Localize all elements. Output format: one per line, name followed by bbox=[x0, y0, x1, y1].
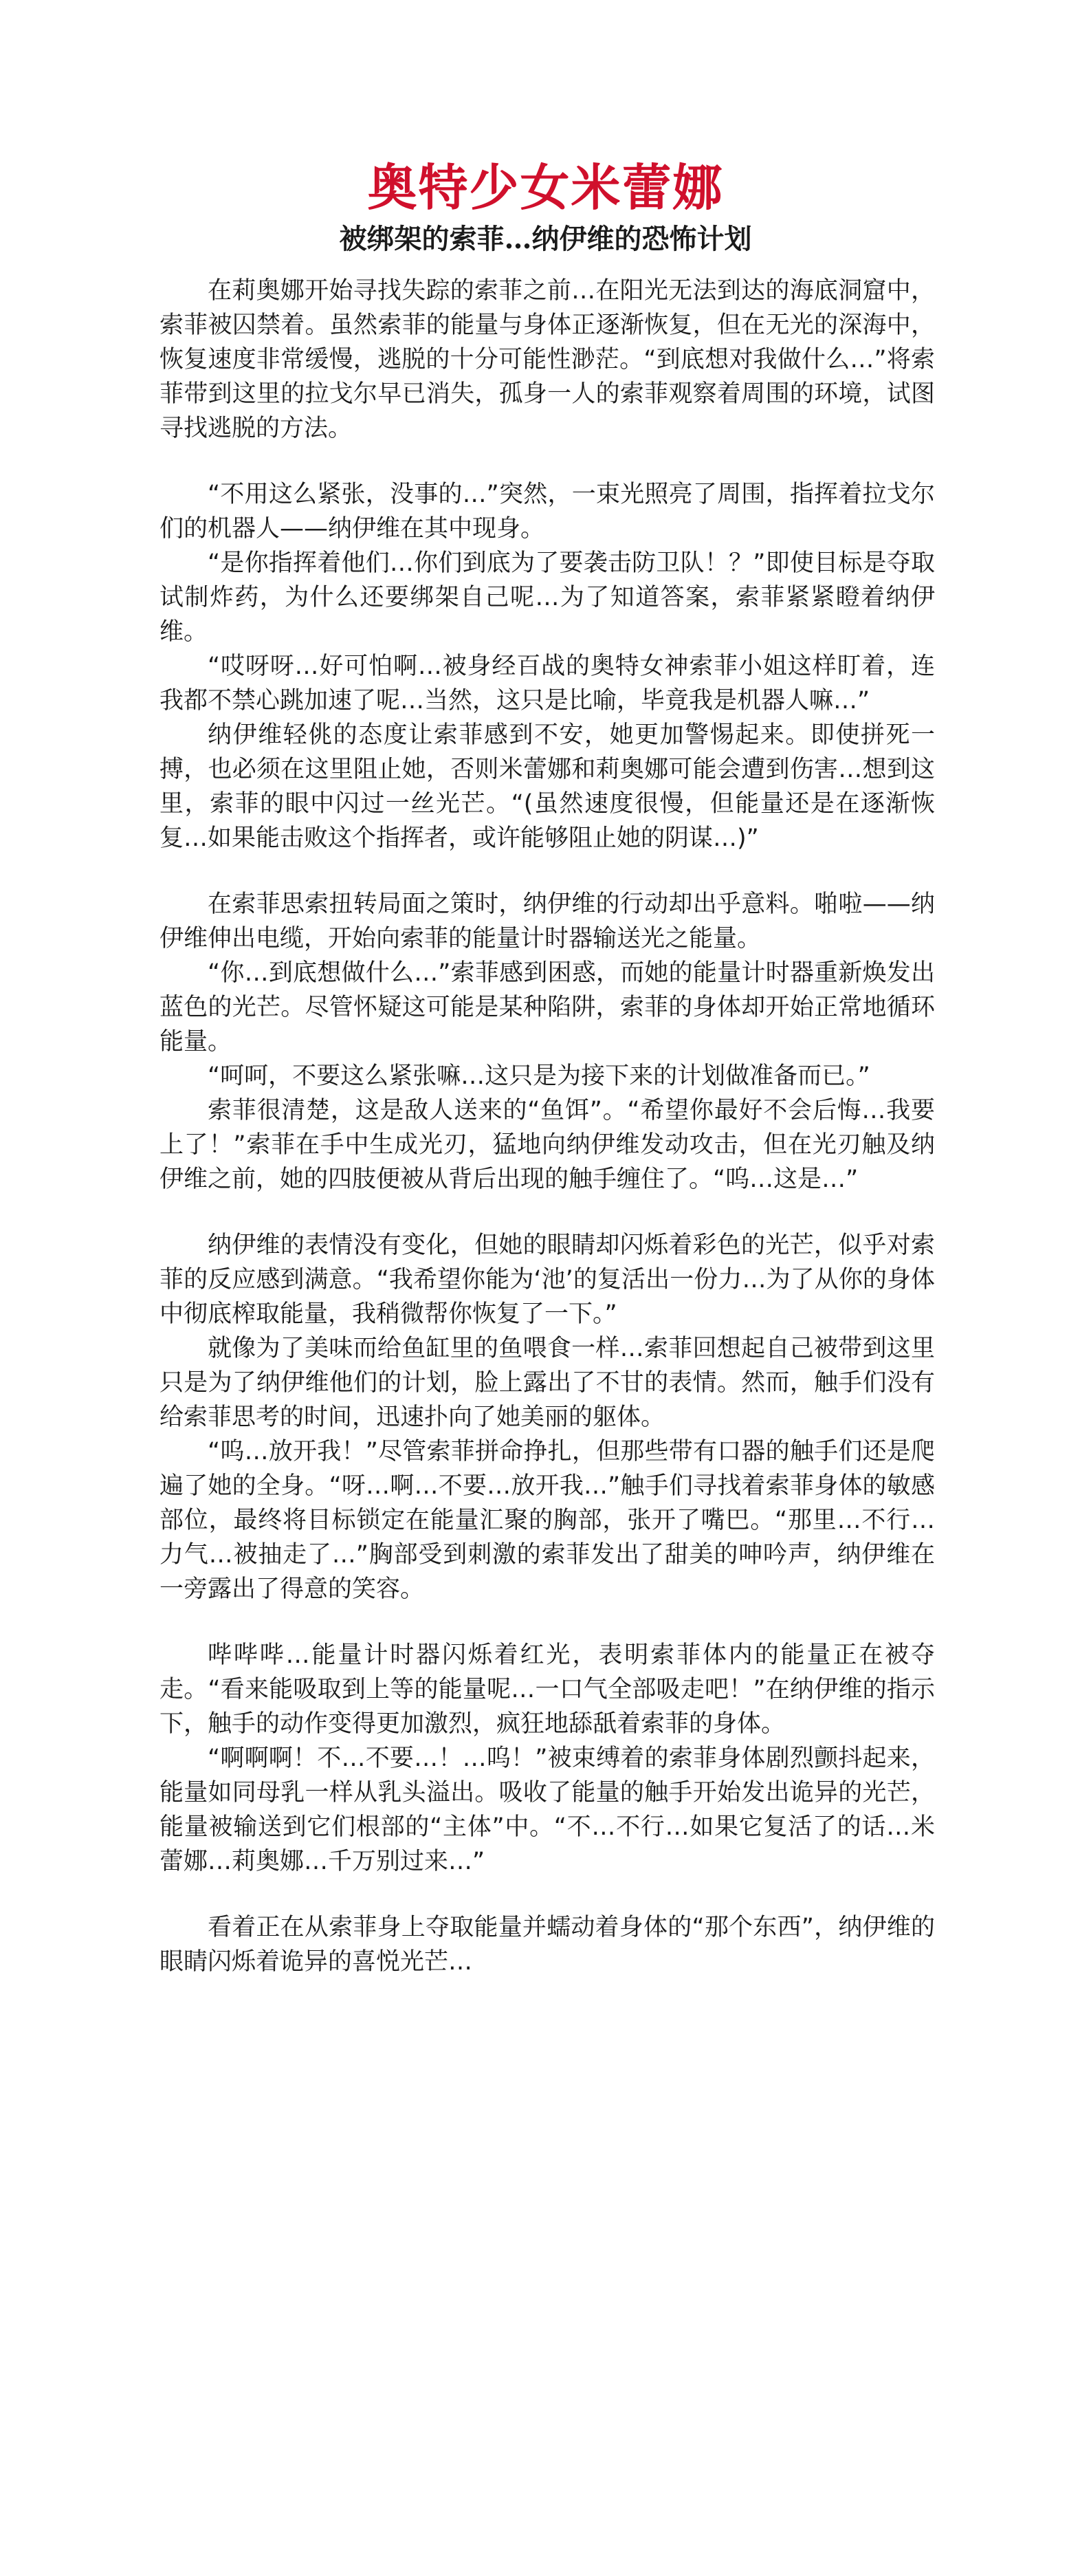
story-paragraph: 就像为了美味而给鱼缸里的鱼喂食一样…索菲回想起自己被带到这里只是为了纳伊维他们的计划，脸上露出了不甘的表情。然而，触手们没有给索菲思考的时间，迅速扑向了她美丽的躯体。 bbox=[159, 1335, 935, 1431]
story-paragraph: “啊啊啊！不…不要…！…呜！”被束缚着的索菲身体剧烈颤抖起来，能量如同母乳一样从乳头溢出。吸收了能量的触手开始发出诡异的光芒，能量被输送到它们根部的“主体”中。“不…不行…如果它复活了的话…米蕾娜…莉奥娜…千万别过来…” bbox=[159, 1745, 935, 1875]
story-paragraph: “是你指挥着他们…你们到底为了要袭击防卫队！？”即使目标是夺取试制炸药，为什么还要绑架自己呢…为了知道答案，索菲紧紧瞪着纳伊维。 bbox=[159, 549, 935, 646]
story-paragraph: “呵呵，不要这么紧张嘛…这只是为接下来的计划做准备而已。” bbox=[208, 1062, 870, 1090]
story-paragraph: “你…到底想做什么…”索菲感到困惑，而她的能量计时器重新焕发出蓝色的光芒。尽管怀疑这可能是某种陷阱，索菲的身体却开始正常地循环能量。 bbox=[159, 959, 935, 1056]
story-paragraph: “呜…放开我！”尽管索菲拼命挣扎，但那些带有口器的触手们还是爬遍了她的全身。“呀…啊…不要…放开我…”触手们寻找着索菲身体的敏感部位，最终将目标锁定在能量汇聚的胸部，张开了嘴巴。“那里…不行…力气…被抽走了…”胸部受到刺激的索菲发出了甜美的呻吟声，纳伊维在一旁露出了得意的笑容。 bbox=[159, 1438, 935, 1603]
story-paragraph: 索菲很清楚，这是敌人送来的“鱼饵”。“希望你最好不会后悔…我要上了！”索菲在手中生成光刃，猛地向纳伊维发动攻击，但在光刃触及纳伊维之前，她的四肢便被从背后出现的触手缠住了。“呜…这是…” bbox=[159, 1097, 935, 1193]
story-subtitle: 被绑架的索菲…纳伊维的恐怖计划 bbox=[339, 223, 752, 256]
story-paragraph: “哎呀呀…好可怕啊…被身经百战的奥特女神索菲小姐这样盯着，连我都不禁心跳加速了呢…当然，这只是比喻，毕竟我是机器人嘛…” bbox=[159, 653, 935, 714]
story-paragraph: “不用这么紧张，没事的…”突然，一束光照亮了周围，指挥着拉戈尔们的机器人——纳伊维在其中现身。 bbox=[159, 481, 935, 543]
story-title: 奥特少女米蕾娜 bbox=[367, 158, 724, 217]
story-paragraph: 在索菲思索扭转局面之策时，纳伊维的行动却出乎意料。啪啦——纳伊维伸出电缆，开始向索菲的能量计时器输送光之能量。 bbox=[159, 891, 935, 952]
story-paragraph: 在莉奥娜开始寻找失踪的索菲之前…在阳光无法到达的海底洞窟中，索菲被囚禁着。虽然索菲的能量与身体正逐渐恢复，但在无光的深海中，恢复速度非常缓慢，逃脱的十分可能性渺茫。“到底想对我做什么…”将索菲带到这里的拉戈尔早已消失，孤身一人的索菲观察着周围的环境，试图寻找逃脱的方法。 bbox=[159, 277, 935, 442]
story-paragraph: 看着正在从索菲身上夺取能量并蠕动着身体的“那个东西”，纳伊维的眼睛闪烁着诡异的喜悦光芒… bbox=[159, 1914, 935, 1976]
story-paragraph: 纳伊维的表情没有变化，但她的眼睛却闪烁着彩色的光芒，似乎对索菲的反应感到满意。“我希望你能为‘池’的复活出一份力…为了从你的身体中彻底榨取能量，我稍微帮你恢复了一下。” bbox=[159, 1232, 935, 1328]
story-paragraph: 哔哔哔…能量计时器闪烁着红光，表明索菲体内的能量正在被夺走。“看来能吸取到上等的能量呢…一口气全部吸走吧！”在纳伊维的指示下，触手的动作变得更加激烈，疯狂地舔舐着索菲的身体。 bbox=[159, 1641, 935, 1738]
story-paragraph: 纳伊维轻佻的态度让索菲感到不安，她更加警惕起来。即使拼死一搏，也必须在这里阻止她，否则米蕾娜和莉奥娜可能会遭到伤害…想到这里，索菲的眼中闪过一丝光芒。“(虽然速度很慢，但能量还是在逐渐恢复…如果能击败这个指挥者，或许能够阻止她的阴谋…)” bbox=[159, 721, 935, 852]
story-body bbox=[159, 274, 935, 1979]
